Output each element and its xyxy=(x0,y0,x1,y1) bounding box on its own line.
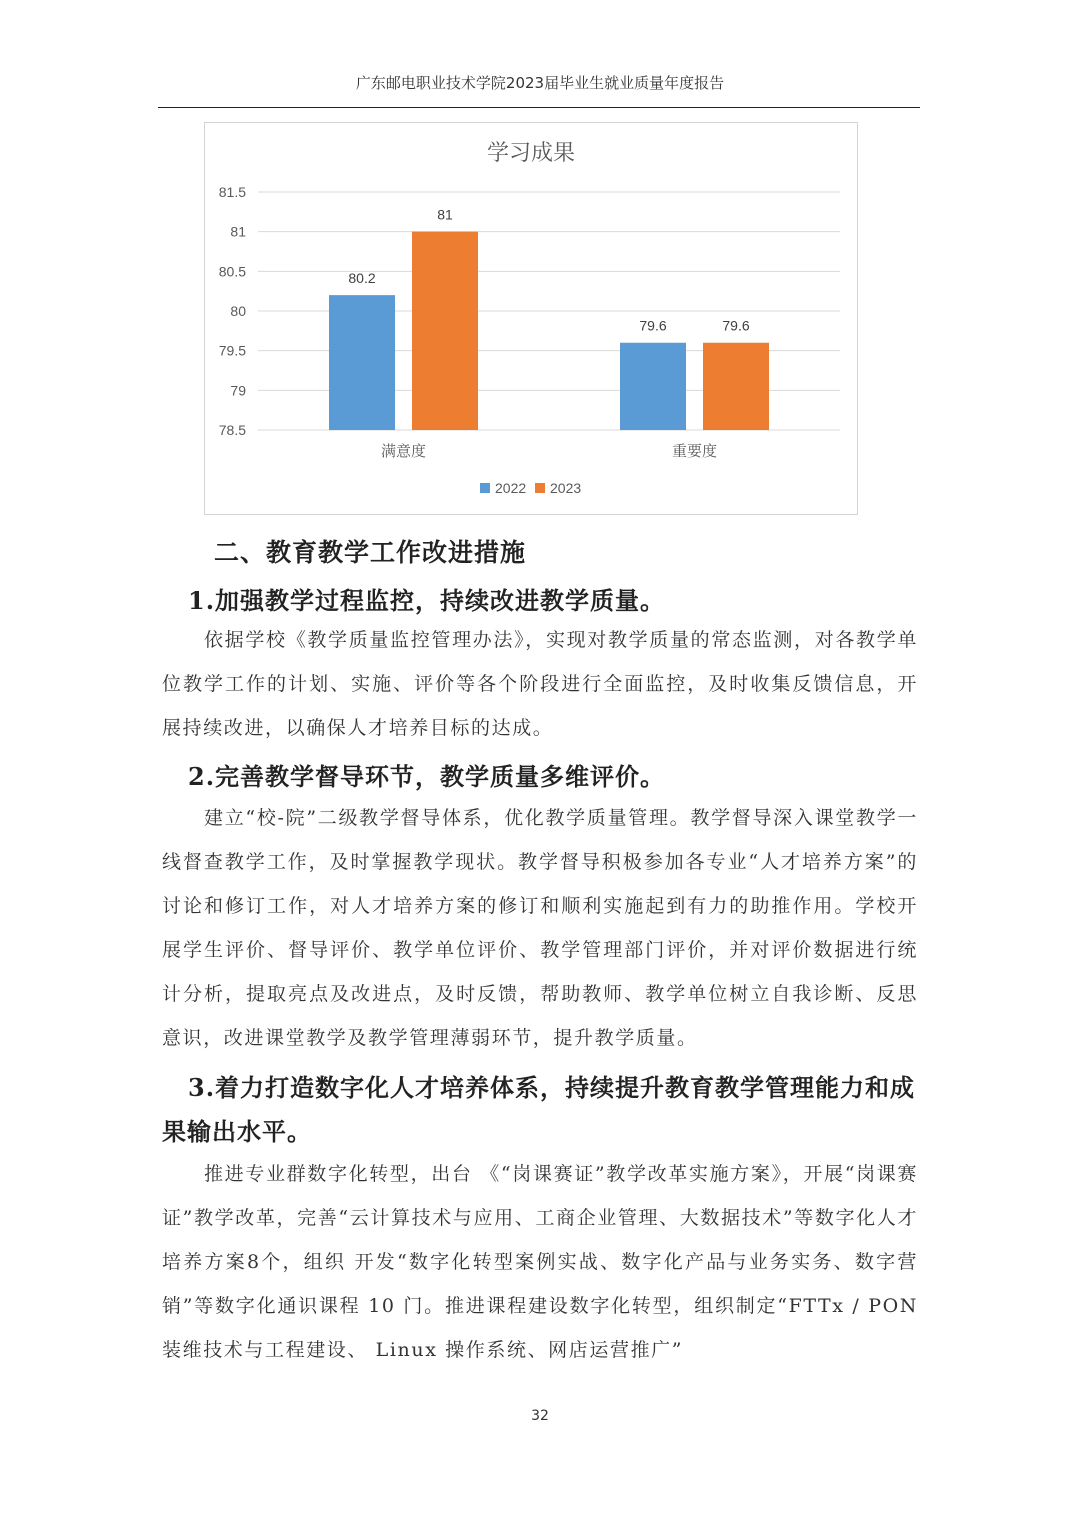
item-3-body: 推进专业群数字化转型，出台 《“岗课赛证”教学改革实施方案》，开展“岗课赛证”教学改革，完善“云计算技术与应用、工商企业管理、大数据技术”等数字化人才培养方案8个，组织 开发“数字化转型案例实战、数字化产品与业务实务、数字营销”等数字化通识课程 10 门。推进课程建设数字化转型，组织制定“FTTx / PON 装维技术与工程建设、 Linux 操作系统、网店运营推广” xyxy=(162,1163,918,1361)
learning-outcomes-chart xyxy=(204,122,858,515)
data-label: 79.6 xyxy=(639,317,667,334)
header-divider xyxy=(158,107,920,108)
y-tick-label: 81.5 xyxy=(218,184,246,200)
legend-swatch-2022 xyxy=(480,483,490,493)
y-tick-label: 80 xyxy=(230,303,246,319)
data-label: 80.2 xyxy=(348,270,376,287)
section-title: 二、教育教学工作改进措施 xyxy=(214,538,527,567)
bar-2022-0 xyxy=(329,295,395,430)
bar-2022-1 xyxy=(620,343,686,430)
chart-svg xyxy=(205,123,857,514)
item-2-heading: 2.完善教学督导环节，教学质量多维评价。 xyxy=(188,762,666,791)
legend-swatch-2023 xyxy=(535,483,545,493)
page-header: 广东邮电职业技术学院2023届毕业生就业质量年度报告 xyxy=(355,74,725,92)
bar-2023-1 xyxy=(703,343,769,430)
y-tick-label: 81 xyxy=(230,223,246,240)
x-category-label: 满意度 xyxy=(380,442,427,460)
data-label: 81 xyxy=(437,206,453,223)
item-2-body: 建立“校-院”二级教学督导体系，优化教学质量管理。教学督导深入课堂教学一线督查教学工作，及时掌握教学现状。教学督导积极参加各专业“人才培养方案”的讨论和修订工作，对人才培养方案的修订和顺利实施起到有力的助推作用。学校开展学生评价、督导评价、教学单位评价、教学管理部门评价，并对评价数据进行统计分析，提取亮点及改进点，及时反馈，帮助教师、教学单位树立自我诊断、反思意识，改进课堂教学及教学管理薄弱环节，提升教学质量。 xyxy=(162,807,918,1049)
x-category-label: 重要度 xyxy=(671,442,718,460)
y-tick-label: 78.5 xyxy=(218,422,246,438)
item-3-heading: 3.着力打造数字化人才培养体系，持续提升教育教学管理能力和成果输出水平。 xyxy=(162,1073,916,1146)
chart-title: 学习成果 xyxy=(486,141,576,166)
item-1-heading: 1.加强教学过程监控，持续改进教学质量。 xyxy=(188,586,666,615)
y-tick-label: 79 xyxy=(230,382,246,399)
page-number: 32 xyxy=(531,1408,549,1424)
y-tick-label: 79.5 xyxy=(218,342,246,359)
legend-label-2023: 2023 xyxy=(550,480,582,496)
item-1-body: 依据学校《教学质量监控管理办法》，实现对教学质量的常态监测，对各教学单位教学工作的计划、实施、评价等各个阶段进行全面监控，及时收集反馈信息，开展持续改进，以确保人才培养目标的达成。 xyxy=(162,629,918,739)
data-label: 79.6 xyxy=(722,317,750,334)
y-tick-label: 80.5 xyxy=(218,263,246,280)
legend-label-2022: 2022 xyxy=(495,480,527,496)
bar-2023-0 xyxy=(412,232,478,430)
